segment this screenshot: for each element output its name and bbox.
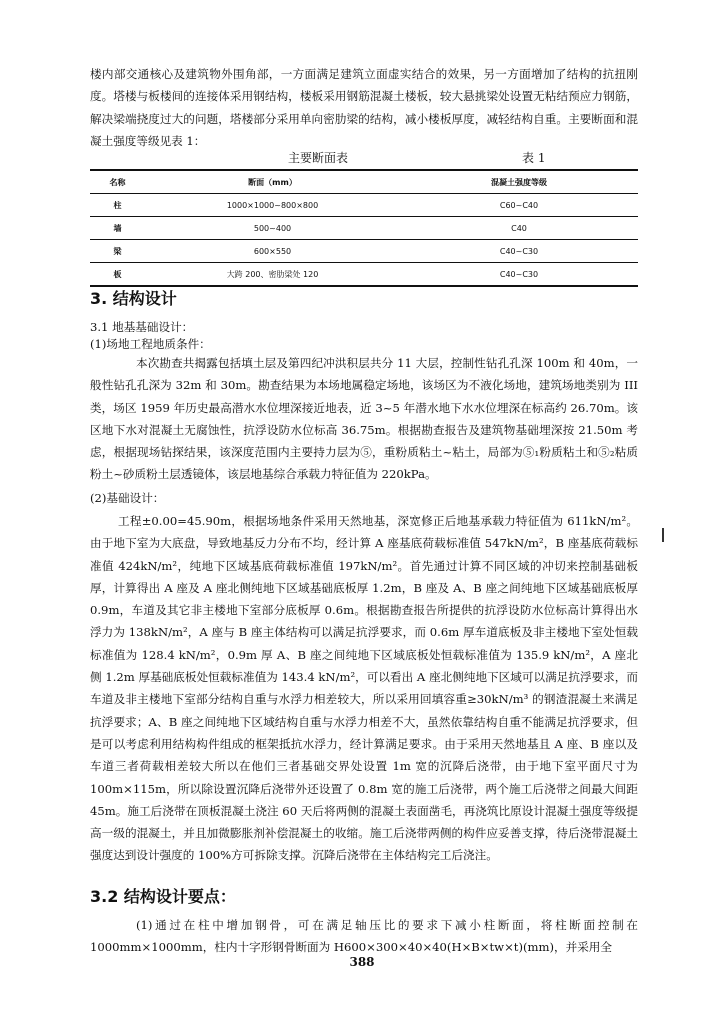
cell-grade: C40~C30 <box>400 263 638 287</box>
cell-name: 梁 <box>90 240 145 263</box>
cell-name: 板 <box>90 263 145 287</box>
design-points-paragraph: (1)通过在柱中增加钢骨，可在满足轴压比的要求下减小柱断面，将柱断面控制在 1000mm×1000mm，柱内十字形钢骨断面为 H600×300×40×40(H×B×tw×t)(mm)，并采用全 <box>90 918 638 955</box>
cell-section: 1000×1000~800×800 <box>145 194 400 217</box>
header-section: 断面（mm） <box>145 170 400 194</box>
table-row <box>90 263 638 287</box>
table-row <box>90 240 638 263</box>
section-heading-3-2: 3.2 结构设计要点： <box>90 887 236 906</box>
table-caption <box>90 149 638 167</box>
cell-section: 大跨 200、密肋梁处 120 <box>145 263 400 287</box>
subsection-heading-site-conditions: (1)场地工程地质条件： <box>90 337 211 351</box>
cell-section: 600×550 <box>145 240 400 263</box>
section-heading-3: 3. 结构设计 <box>90 289 177 308</box>
table-number: 表 1 <box>522 151 546 165</box>
header-grade: 混凝土强度等级 <box>400 170 638 194</box>
site-conditions-paragraph: 本次勘查共揭露包括填土层及第四纪冲洪积层共分 11 大层，控制性钻孔孔深 100m 和 40m，一般性钻孔孔深为 32m 和 30m。勘查结果为本场地属稳定场地，该场区为不液化场地，建筑场地类别为 III 类，场区 1959 年历史最高潜水水位埋深接近地表，近 3~5 年潜水地下水水位埋深在标高约 26.70m。该区地下水对混凝土无腐蚀性，抗浮设防水位标高 36.75m。根据勘查报告及建筑物基础埋深按 21.50m 考虑，根据现场钻探结果，该深度范围内主要持力层为⑤，重粉质粘土~粘土，局部为⑤₁粉质粘土和⑤₂粘质粉土~砂质粉土层透镜体，该层地基综合承载力特征值为 220kPa。 <box>90 356 638 482</box>
table-row <box>90 194 638 217</box>
table-row <box>90 217 638 240</box>
table-title: 主要断面表 <box>288 151 349 165</box>
foundation-design-paragraph: 工程±0.00=45.90m，根据场地条件采用天然地基，深宽修正后地基承载力特征值为 611kN/m²。由于地下室为大底盘，导致地基反力分布不均，经计算 A 座基底荷载标准值 547kN/m²，B 座基底荷载标准值 424kN/m²，纯地下区域基底荷载标准值 197kN/m²。首先通过计算不同区域的冲切来控制基础板厚，计算得出 A 座及 A 座北侧纯地下区域基础底板厚 1.2m，B 座及 A、B 座之间纯地下区域基础底板厚 0.9m，车道及其它非主楼地下室部分底板厚 0.6m。根据勘查报告所提供的抗浮设防水位标高计算得出水浮力为 138kN/m²，A 座与 B 座主体结构可以满足抗浮要求，而 0.6m 厚车道底板及非主楼地下室处恒载标准值为 128.4 kN/m²，0.9m 厚 A、B 座之间纯地下区域底板处恒载标准值为 135.9 kN/m²，A 座北侧 1.2m 厚基础底板处恒载标准值为 143.4 kN/m²，可以看出 A 座北侧纯地下区域可以满足抗浮要求，而车道及非主楼地下室部分结构自重与水浮力相差较大，所以采用回填容重≥30kN/m³ 的钢渣混凝土来满足抗浮要求；A、B 座之间纯地下区域结构自重与水浮力相差不大，虽然依靠结构自重不能满足抗浮要求，但是可以考虑利用结构构件组成的框架抵抗水浮力，经计算满足要求。由于采用天然地基且 A 座、B 座以及车道三者荷载相差较大所以在他们三者基础交界处设置 1m 宽的沉降后浇带，由于地下室平面尺寸为 100m×115m，所以除设置沉降后浇带外还设置了 0.8m 宽的施工后浇带，两个施工后浇带之间最大间距 45m。施工后浇带在顶板混凝土浇注 60 天后将两侧的混凝土表面凿毛，再浇筑比原设计混凝土强度等级提高一级的混凝土，并且加微膨胀剂补偿混凝土的收缩。施工后浇带两侧的构件应妥善支撑，待后浇带混凝土强度达到设计强度的 100%方可拆除支撑。沉降后浇带在主体结构完工后浇注。 <box>90 514 638 863</box>
page-number: 388 <box>349 955 375 969</box>
table-header-row <box>90 170 638 194</box>
scan-edge-mark <box>662 528 664 542</box>
cell-name: 墙 <box>90 217 145 240</box>
header-name: 名称 <box>90 170 145 194</box>
subsection-heading-3-1: 3.1 地基基础设计： <box>90 320 194 334</box>
cell-name: 柱 <box>90 194 145 217</box>
cell-grade: C40~C30 <box>400 240 638 263</box>
cell-grade: C40 <box>400 217 638 240</box>
sections-table <box>90 169 638 287</box>
intro-paragraph: 楼内部交通核心及建筑物外围角部，一方面满足建筑立面虚实结合的效果，另一方面增加了结构的抗扭刚度。塔楼与板楼间的连接体采用钢结构，楼板采用钢筋混凝土楼板，较大悬挑梁处设置无粘结预应力钢筋，解决梁端挠度过大的问题，塔楼部分采用单向密肋梁的结构，减小楼板厚度，减轻结构自重。主要断面和混凝土强度等级见表 1： <box>90 67 638 148</box>
cell-grade: C60~C40 <box>400 194 638 217</box>
cell-section: 500~400 <box>145 217 400 240</box>
subsection-heading-foundation: (2)基础设计： <box>90 491 165 505</box>
